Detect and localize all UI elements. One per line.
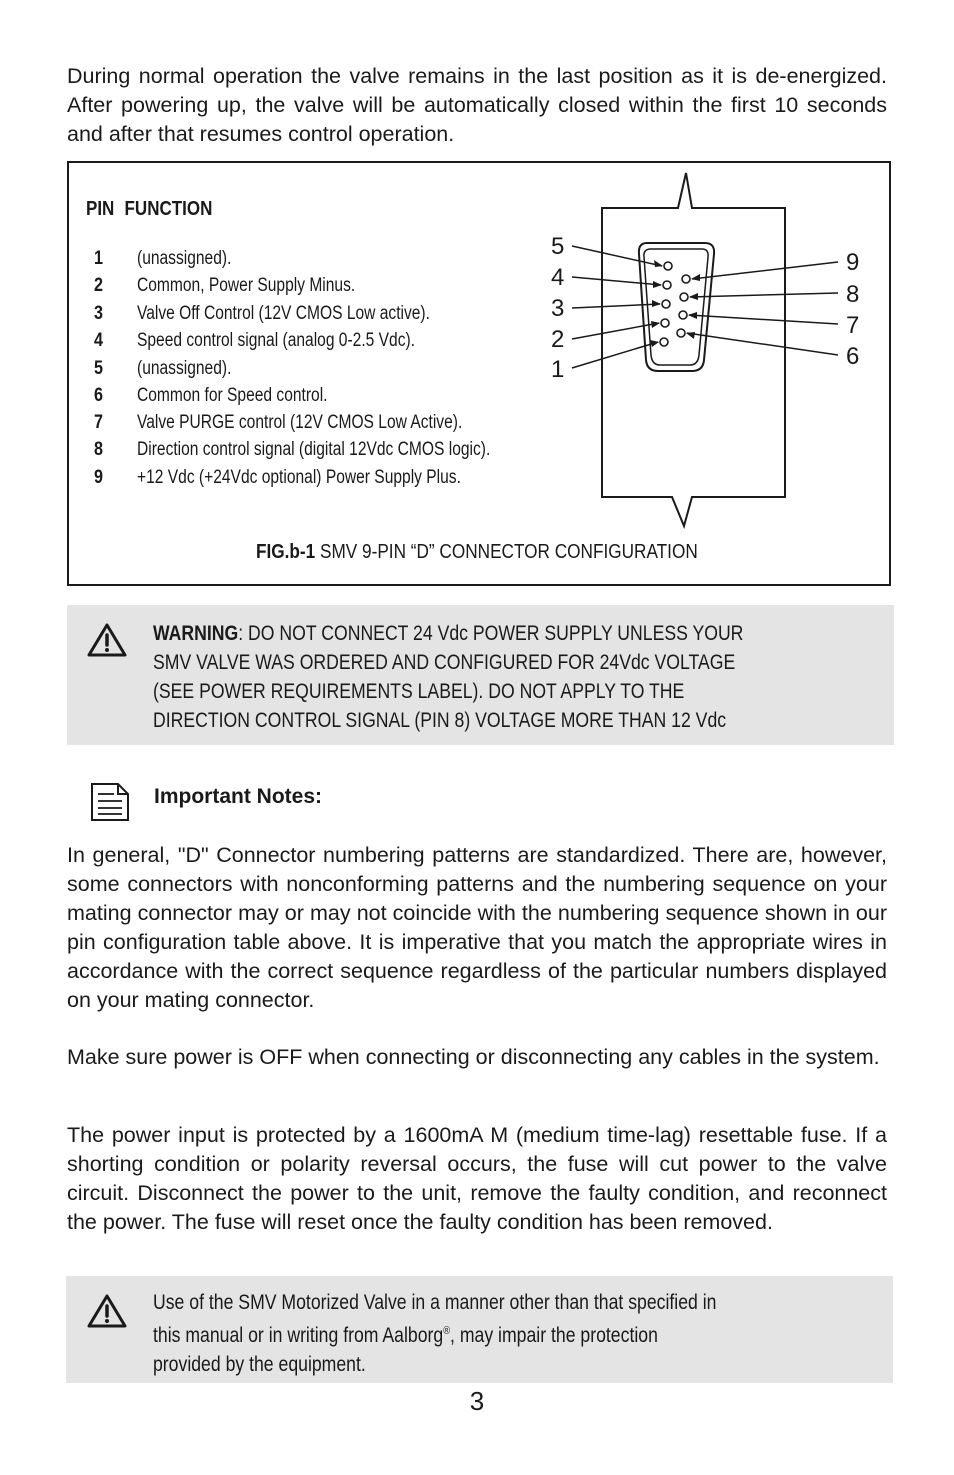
pin-number: 7 bbox=[94, 412, 103, 433]
warning-line-2: SMV VALVE WAS ORDERED AND CONFIGURED FOR 24Vdc VOLTAGE bbox=[153, 651, 736, 674]
fuse-paragraph: The power input is protected by a 1600mA M (medium time-lag) resettable fuse. If a shorting condition or polarity reversal occurs, the fuse will cut power to the valve circuit. Disconnect the power to the unit, remove the faulty condition, and reconnect the power. The fuse will reset once the faulty condition has been removed. bbox=[67, 1123, 887, 1234]
d-connector-diagram bbox=[540, 165, 880, 535]
warning-label: WARNING bbox=[153, 622, 239, 645]
connector-label-4: 4 bbox=[551, 264, 565, 291]
pin-function: Common, Power Supply Minus. bbox=[137, 275, 356, 296]
pin-number: 5 bbox=[94, 358, 103, 379]
pin-table-header bbox=[86, 198, 212, 221]
power-off-paragraph: Make sure power is OFF when connecting or disconnecting any cables in the system. bbox=[67, 1045, 880, 1069]
warning-line-4: DIRECTION CONTROL SIGNAL (PIN 8) VOLTAGE MORE THAN 12 Vdc bbox=[153, 709, 727, 732]
pin-number: 6 bbox=[94, 385, 103, 406]
function-column-header: FUNCTION bbox=[124, 198, 213, 220]
warning-line-1: : DO NOT CONNECT 24 Vdc POWER SUPPLY UNLESS YOUR bbox=[238, 622, 744, 645]
connector-label-8: 8 bbox=[846, 281, 860, 308]
pin-function: Common for Speed control. bbox=[137, 385, 328, 406]
caution-line-3: provided by the equipment. bbox=[153, 1353, 366, 1376]
pin-function: Valve Off Control (12V CMOS Low active). bbox=[137, 303, 430, 324]
connector-label-2: 2 bbox=[551, 326, 565, 353]
pin-number: 4 bbox=[94, 330, 103, 351]
connector-label-6: 6 bbox=[846, 343, 860, 370]
pin-function: Direction control signal (digital 12Vdc CMOS logic). bbox=[137, 439, 491, 460]
figure-caption bbox=[0, 541, 954, 564]
pin-number: 9 bbox=[94, 467, 103, 488]
pin-function: (unassigned). bbox=[137, 358, 232, 379]
warning-triangle-icon bbox=[86, 1293, 128, 1329]
caution-line-1: Use of the SMV Motorized Valve in a manner other than that specified in bbox=[153, 1291, 717, 1314]
connector-label-1: 1 bbox=[551, 356, 565, 383]
pin-function: (unassigned). bbox=[137, 248, 232, 269]
connector-label-9: 9 bbox=[846, 249, 860, 276]
connector-label-7: 7 bbox=[846, 312, 860, 339]
pin-column-header: PIN bbox=[86, 198, 115, 220]
warning-triangle-icon bbox=[86, 622, 128, 658]
connector-label-3: 3 bbox=[551, 295, 565, 322]
warning-text bbox=[153, 619, 856, 735]
pin-function: +12 Vdc (+24Vdc optional) Power Supply Plus. bbox=[137, 467, 461, 488]
pin-number: 2 bbox=[94, 275, 103, 296]
pin-function: Speed control signal (analog 0-2.5 Vdc). bbox=[137, 330, 416, 351]
figure-title: SMV 9-PIN “D” CONNECTOR CONFIGURATION bbox=[315, 541, 698, 563]
connector-label-5: 5 bbox=[551, 233, 565, 260]
caution-line-2-start: this manual or in writing from Aalborg bbox=[153, 1324, 444, 1347]
pin-number: 3 bbox=[94, 303, 103, 324]
pin-number: 8 bbox=[94, 439, 103, 460]
intro-paragraph: During normal operation the valve remains in the last position as it is de-energized. After powering up, the valve will be automatically closed within the first 10 seconds and after that resumes control operation. bbox=[67, 64, 887, 146]
registered-mark: ® bbox=[443, 1325, 451, 1337]
pin-function: Valve PURGE control (12V CMOS Low Active). bbox=[137, 412, 463, 433]
important-notes-title: Important Notes: bbox=[154, 785, 322, 808]
caution-line-2-end: , may impair the protection bbox=[450, 1324, 658, 1347]
note-document-icon bbox=[90, 782, 130, 822]
connector-numbering-paragraph: In general, "D" Connector numbering patterns are standardized. There are, however, some connectors with nonconforming patterns and the numbering sequence on your mating connector may or may not coincide with the numbering sequence shown in our pin configuration table above. It is imperative that you match the appropriate wires in accordance with the correct sequence regardless of the particular numbers displayed on your mating connector. bbox=[67, 843, 887, 1012]
warning-line-3: (SEE POWER REQUIREMENTS LABEL). DO NOT APPLY TO THE bbox=[153, 680, 685, 703]
caution-text bbox=[153, 1288, 824, 1379]
pin-number: 1 bbox=[94, 248, 103, 269]
page-number: 3 bbox=[469, 1386, 485, 1416]
figure-label: FIG.b-1 bbox=[256, 541, 316, 563]
